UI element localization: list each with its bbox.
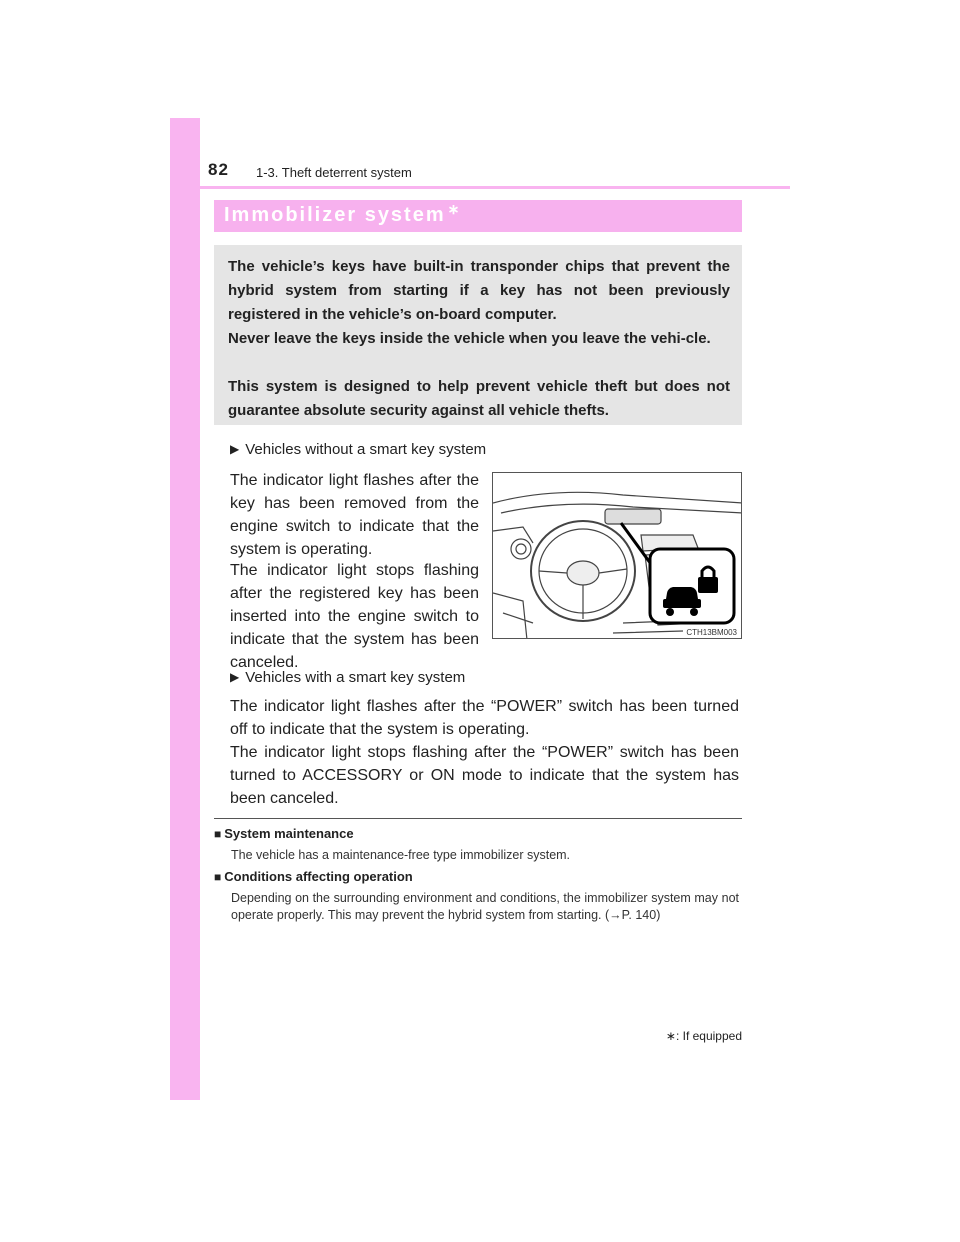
page-title: [224, 201, 462, 227]
note-title-system-maintenance: [214, 826, 354, 841]
intro-paragraph: Never leave the keys inside the vehicle when you leave the vehi-cle.: [228, 330, 711, 347]
square-bullet-icon: ■: [214, 870, 222, 884]
triangle-bullet-icon: ▶: [230, 670, 240, 684]
note-body: Depending on the surrounding environment and conditions, the immobilizer system may not operate properly. This may prevent the hybrid system from starting. (→P. 140): [231, 891, 739, 922]
side-tab: [170, 118, 200, 1100]
header-rule: [170, 186, 790, 189]
intro-box: [214, 245, 742, 425]
intro-paragraph: This system is designed to help prevent vehicle theft but does not guarantee absolute security against all vehicle thefts.: [228, 378, 730, 419]
triangle-bullet-icon: ▶: [230, 442, 240, 456]
page-number: 82: [208, 160, 229, 179]
subheading-without-smart-key: [230, 441, 486, 458]
body-paragraph: The indicator light flashes after the key has been removed from the engine switch to indicate that the system is operating.: [230, 472, 479, 558]
subheading-with-smart-key: [230, 669, 465, 686]
dashboard-illustration: [493, 473, 742, 639]
square-bullet-icon: ■: [214, 827, 222, 841]
subheading-text: Vehicles without a smart key system: [245, 441, 487, 458]
notes-divider: [214, 818, 742, 819]
page-title-text: Immobilizer system: [224, 204, 446, 226]
note-title-conditions: [214, 869, 413, 884]
footnote-text: : If equipped: [675, 1029, 742, 1043]
dashboard-figure: [492, 472, 742, 639]
subheading-text: Vehicles with a smart key system: [245, 669, 466, 686]
body-paragraph: The indicator light flashes after the “POWER” switch has been turned off to indicate that the system is operating.: [230, 698, 739, 738]
section-title: 1-3. Theft deterrent system: [256, 165, 412, 180]
note-title-text: System maintenance: [224, 826, 354, 841]
intro-paragraph: The vehicle’s keys have built-in transponder chips that prevent the hybrid system from starting if a key has not been previously registered in the vehicle’s on-board computer.: [228, 258, 730, 323]
if-equipped-mark: ∗: [447, 201, 462, 217]
page-title-bar: [214, 200, 742, 232]
if-equipped-mark: ∗: [665, 1029, 676, 1043]
body-paragraph: The indicator light stops flashing after the registered key has been inserted into the engine switch to indicate that the system has been canceled.: [230, 562, 479, 671]
body-paragraph: The indicator light stops flashing after the “POWER” switch has been turned to ACCESSORY or ON mode to indicate that the system has been canceled.: [230, 744, 739, 807]
note-body: The vehicle has a maintenance-free type immobilizer system.: [231, 848, 571, 862]
note-title-text: Conditions affecting operation: [224, 869, 413, 884]
figure-code: CTH13BM003: [686, 628, 737, 637]
footnote: [666, 1029, 742, 1043]
